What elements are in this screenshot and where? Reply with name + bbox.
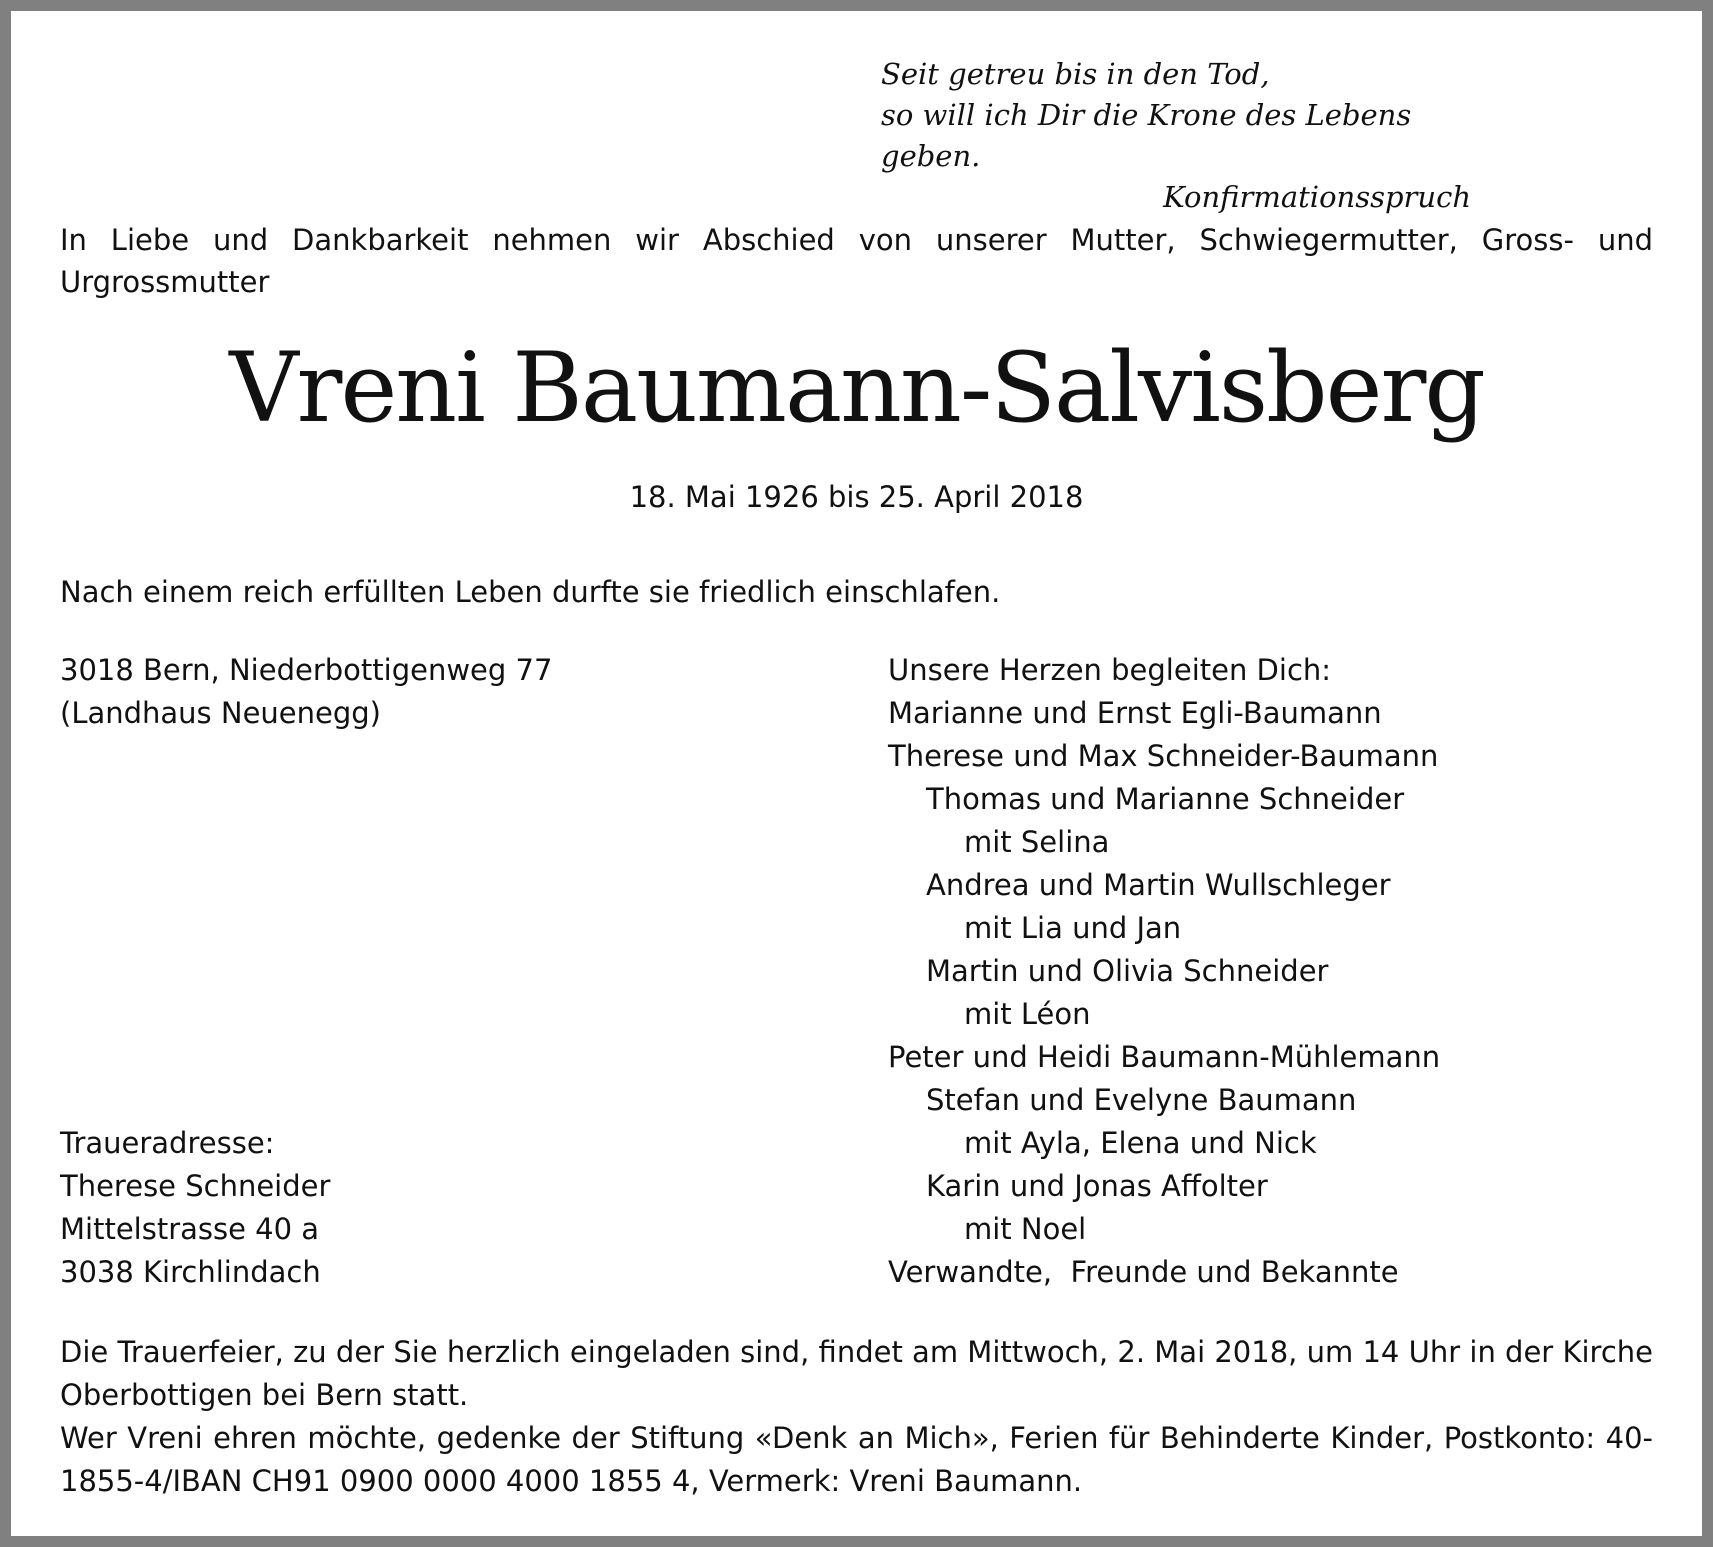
home-address-line-1: 3018 Bern, Niederbottigenweg 77 xyxy=(60,653,553,687)
intro-text: In Liebe und Dankbarkeit nehmen wir Abschied von unserer Mutter, Schwiegermutter, Gross- und Urgrossmutter xyxy=(60,223,1653,299)
mourning-address-name: Therese Schneider xyxy=(60,1169,331,1203)
service-info xyxy=(60,1331,1653,1503)
mourner-entry: Martin und Olivia Schneider xyxy=(926,954,1329,988)
mourner-entry: Verwandte, Freunde und Bekannte xyxy=(888,1255,1399,1289)
home-address xyxy=(60,649,552,735)
service-paragraph-2: Wer Vreni ehren möchte, gedenke der Stiftung «Denk an Mich», Ferien für Behinderte Kinder, Postkonto: 40-1855-4/IBAN CH91 0900 0000 4000 1855 4, Vermerk: Vreni Baumann. xyxy=(60,1421,1653,1498)
mourners-heading: Unsere Herzen begleiten Dich: xyxy=(888,653,1332,687)
obituary-notice xyxy=(11,11,1702,1536)
mourning-address-city: 3038 Kirchlindach xyxy=(60,1255,321,1289)
mourner-entry: Marianne und Ernst Egli-Baumann xyxy=(888,696,1382,730)
service-paragraph-1: Die Trauerfeier, zu der Sie herzlich eingeladen sind, findet am Mittwoch, 2. Mai 2018, um 14 Uhr in der Kirche Oberbottigen bei Bern statt. xyxy=(60,1335,1653,1412)
mourning-address-label: Traueradresse: xyxy=(60,1126,275,1160)
mourning-address-street: Mittelstrasse 40 a xyxy=(60,1212,320,1246)
deceased-name: Vreni Baumann-Salvisberg xyxy=(229,332,1484,444)
mourner-entry: Karin und Jonas Affolter xyxy=(926,1169,1268,1203)
mourner-entry: Andrea und Martin Wullschleger xyxy=(926,868,1391,902)
mourner-entry: mit Lia und Jan xyxy=(964,911,1182,945)
mourner-entry: mit Noel xyxy=(964,1212,1087,1246)
mourner-entry: Thomas und Marianne Schneider xyxy=(926,782,1405,816)
verse-line-1: Seit getreu bis in den Tod, xyxy=(881,57,1270,91)
passing-text: Nach einem reich erfüllten Leben durfte sie friedlich einschlafen. xyxy=(60,575,1001,609)
mourner-entry: mit Selina xyxy=(964,825,1110,859)
verse-line-2: so will ich Dir die Krone des Lebens geben. xyxy=(881,98,1412,173)
life-dates: 18. Mai 1926 bis 25. April 2018 xyxy=(629,480,1084,514)
mourner-entry: Peter und Heidi Baumann-Mühlemann xyxy=(888,1040,1441,1074)
verse-quote xyxy=(881,54,1471,218)
mourners-list xyxy=(888,649,1440,1294)
mourner-entry: Stefan und Evelyne Baumann xyxy=(926,1083,1357,1117)
mourner-entry: mit Léon xyxy=(964,997,1091,1031)
mourning-address xyxy=(60,1122,330,1294)
home-address-line-2: (Landhaus Neuenegg) xyxy=(60,696,381,730)
mourner-entry: Therese und Max Schneider-Baumann xyxy=(888,739,1439,773)
verse-reference: Konfirmationsspruch xyxy=(1163,180,1471,214)
mourner-entry: mit Ayla, Elena und Nick xyxy=(964,1126,1317,1160)
